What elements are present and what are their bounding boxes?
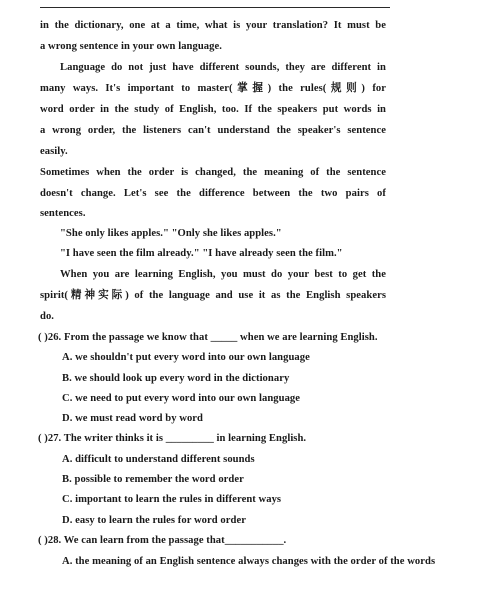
question-27-stem: ( )27. The writer thinks it is _________ in learning English. [38, 433, 307, 444]
passage-line: sentences. [40, 208, 86, 219]
question-28-stem: ( )28. We can learn from the passage that___________. [38, 535, 287, 546]
passage-line: easily. [40, 146, 68, 157]
question-28-option-a: A. the meaning of an English sentence always changes with the order of the words [62, 556, 436, 567]
passage-line: Sometimes when the order is changed, the meaning of the sentence [40, 167, 386, 178]
question-26-option-b: B. we should look up every word in the dictionary [62, 373, 290, 384]
question-27-option-c: C. important to learn the rules in different ways [62, 494, 282, 505]
passage-line: do. [40, 311, 54, 322]
passage-line: Language do not just have different sounds, they are different in [60, 62, 386, 73]
passage-line: spirit(精神实际) of the language and use it as the English speakers [40, 290, 386, 301]
passage-line: many ways. It's important to master(掌握) the rules(规则) for [40, 83, 386, 94]
question-26-option-d: D. we must read word by word [62, 413, 203, 424]
header-rule [40, 7, 390, 8]
passage-line: doesn't change. Let's see the difference between the two pairs of [40, 188, 386, 199]
passage-line: "She only likes apples." "Only she likes apples." [60, 228, 282, 239]
question-26-stem: ( )26. From the passage we know that _____ when we are learning English. [38, 332, 378, 343]
passage-line: in the dictionary, one at a time, what is your translation? It must be [40, 20, 386, 31]
passage-line: word order in the study of English, too. If the speakers put words in [40, 104, 386, 115]
question-26-option-c: C. we need to put every word into our own language [62, 393, 301, 404]
passage-line: a wrong order, the listeners can't understand the speaker's sentence [40, 125, 386, 136]
passage-line: a wrong sentence in your own language. [40, 41, 222, 52]
question-27-option-d: D. easy to learn the rules for word order [62, 515, 246, 526]
question-26-option-a: A. we shouldn't put every word into our own language [62, 352, 310, 363]
passage-line: "I have seen the film already." "I have already seen the film." [60, 248, 343, 259]
question-27-option-b: B. possible to remember the word order [62, 474, 244, 485]
question-27-option-a: A. difficult to understand different sounds [62, 454, 255, 465]
passage-line: When you are learning English, you must do your best to get the [60, 269, 386, 280]
